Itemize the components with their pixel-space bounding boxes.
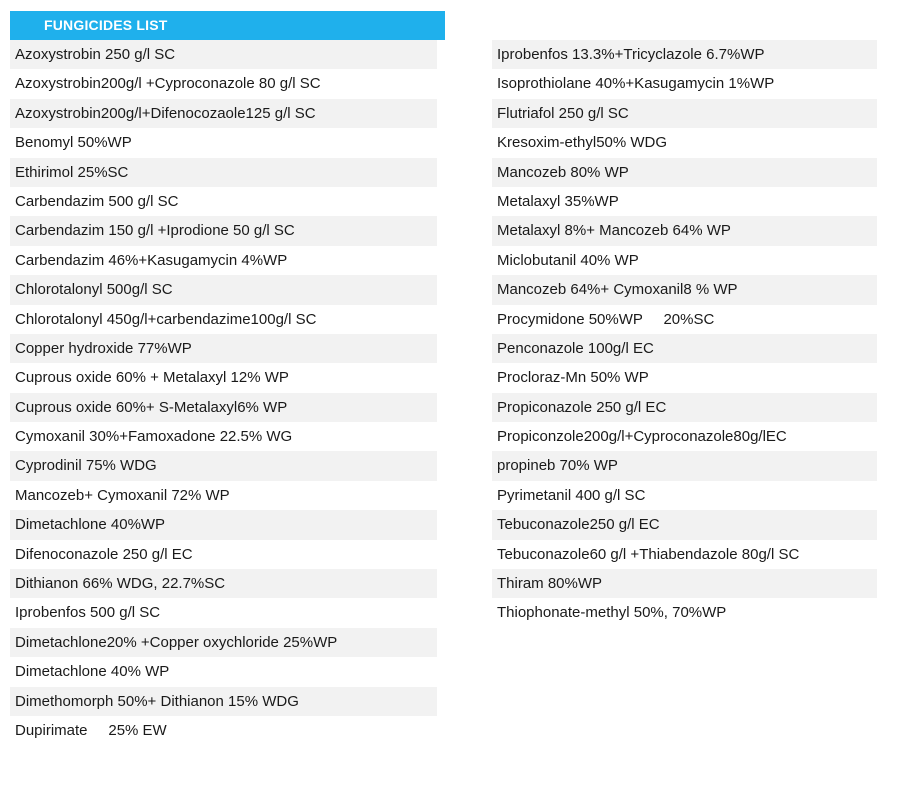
list-item: Propiconazole 250 g/l EC <box>492 393 877 422</box>
list-item: Metalaxyl 35%WP <box>492 187 877 216</box>
list-item: Dimetachlone 40%WP <box>10 510 437 539</box>
list-item: Mancozeb 64%+ Cymoxanil8 % WP <box>492 275 877 304</box>
list-item: Thiophonate-methyl 50%, 70%WP <box>492 598 877 627</box>
list-item: Tebuconazole250 g/l EC <box>492 510 877 539</box>
right-fungicide-list <box>492 40 877 628</box>
list-item: Copper hydroxide 77%WP <box>10 334 437 363</box>
list-item: Mancozeb 80% WP <box>492 158 877 187</box>
list-item: Metalaxyl 8%+ Mancozeb 64% WP <box>492 216 877 245</box>
list-item: Azoxystrobin200g/l +Cyproconazole 80 g/l SC <box>10 69 437 98</box>
list-item: Mancozeb+ Cymoxanil 72% WP <box>10 481 437 510</box>
list-item: Thiram 80%WP <box>492 569 877 598</box>
list-item: Iprobenfos 13.3%+Tricyclazole 6.7%WP <box>492 40 877 69</box>
list-item: propineb 70% WP <box>492 451 877 480</box>
list-item: Kresoxim-ethyl50% WDG <box>492 128 877 157</box>
list-item: Dimethomorph 50%+ Dithianon 15% WDG <box>10 687 437 716</box>
list-item: Propiconzole200g/l+Cyproconazole80g/lEC <box>492 422 877 451</box>
list-item: Isoprothiolane 40%+Kasugamycin 1%WP <box>492 69 877 98</box>
list-item: Chlorotalonyl 450g/l+carbendazime100g/l SC <box>10 305 437 334</box>
list-item: Dupirimate 25% EW <box>10 716 437 745</box>
list-item: Ethirimol 25%SC <box>10 158 437 187</box>
list-item: Cuprous oxide 60% + Metalaxyl 12% WP <box>10 363 437 392</box>
list-title: FUNGICIDES LIST <box>10 11 445 40</box>
list-item: Carbendazim 150 g/l +Iprodione 50 g/l SC <box>10 216 437 245</box>
list-item: Azoxystrobin 250 g/l SC <box>10 40 437 69</box>
list-item: Difenoconazole 250 g/l EC <box>10 540 437 569</box>
list-item: Tebuconazole60 g/l +Thiabendazole 80g/l SC <box>492 540 877 569</box>
list-item: Miclobutanil 40% WP <box>492 246 877 275</box>
list-item: Chlorotalonyl 500g/l SC <box>10 275 437 304</box>
list-item: Penconazole 100g/l EC <box>492 334 877 363</box>
list-item: Dithianon 66% WDG, 22.7%SC <box>10 569 437 598</box>
list-item: Dimetachlone 40% WP <box>10 657 437 686</box>
list-item: Procymidone 50%WP 20%SC <box>492 305 877 334</box>
list-item: Cuprous oxide 60%+ S-Metalaxyl6% WP <box>10 393 437 422</box>
list-item: Benomyl 50%WP <box>10 128 437 157</box>
list-item: Procloraz-Mn 50% WP <box>492 363 877 392</box>
list-item: Pyrimetanil 400 g/l SC <box>492 481 877 510</box>
list-item: Dimetachlone20% +Copper oxychloride 25%WP <box>10 628 437 657</box>
list-item: Azoxystrobin200g/l+Difenocozaole125 g/l SC <box>10 99 437 128</box>
list-item: Cyprodinil 75% WDG <box>10 451 437 480</box>
list-item: Carbendazim 500 g/l SC <box>10 187 437 216</box>
list-item: Cymoxanil 30%+Famoxadone 22.5% WG <box>10 422 437 451</box>
list-item: Carbendazim 46%+Kasugamycin 4%WP <box>10 246 437 275</box>
list-item: Flutriafol 250 g/l SC <box>492 99 877 128</box>
list-item: Iprobenfos 500 g/l SC <box>10 598 437 627</box>
left-fungicide-list <box>10 40 437 745</box>
